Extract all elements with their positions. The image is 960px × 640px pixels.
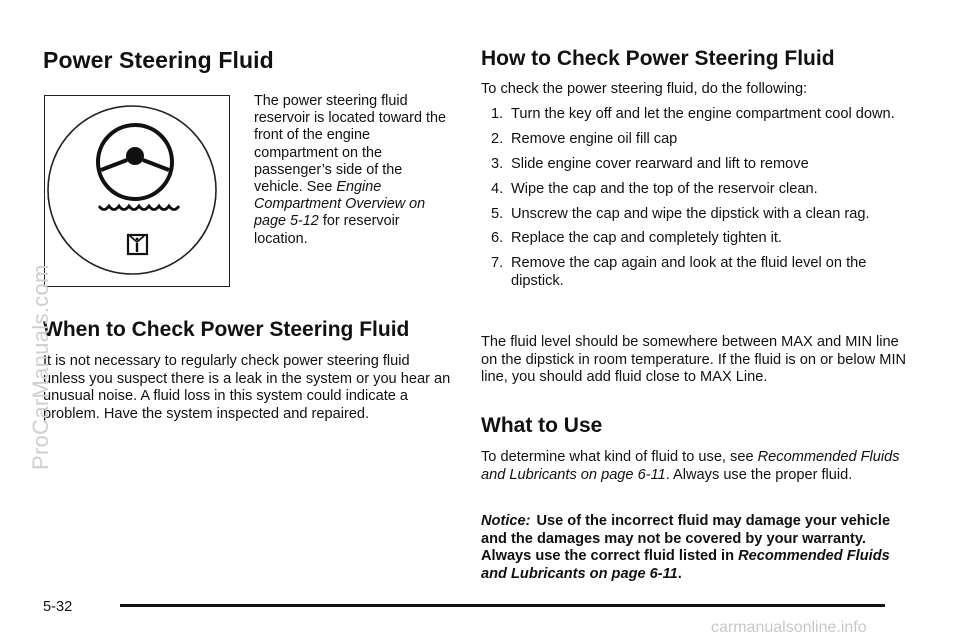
step-number: 1. (491, 106, 504, 122)
section-title-power-steering-fluid: Power Steering Fluid (43, 47, 274, 73)
step-text: Unscrew the cap and wipe the dipstick with a clean rag. (511, 205, 870, 222)
notice-label: Notice: (481, 513, 531, 529)
list-item (481, 131, 911, 149)
step-text: Replace the cap and completely tighten it. (511, 230, 782, 247)
reservoir-cap-illustration (44, 95, 230, 287)
what-to-use-paragraph (481, 449, 911, 484)
intro-text-end: for reservoir location. (254, 213, 400, 247)
engine-compartment-reference-link[interactable]: Engine Compartment Overview on page 5-12 (254, 179, 426, 230)
section-title-what-to-use: What to Use (481, 414, 603, 437)
step-number: 6. (491, 230, 504, 247)
step-number: 2. (491, 130, 504, 147)
watermark-bottom: carmanualsonline.info (711, 619, 867, 636)
how-to-check-intro: To check the power steering fluid, do the following: (481, 81, 808, 97)
watermark-side: ProCarManuals.com (28, 264, 53, 470)
list-item (481, 106, 911, 124)
notice-text-end: . (677, 565, 682, 582)
list-item (481, 156, 911, 174)
step-text: Remove engine oil fill cap (511, 130, 678, 147)
step-number: 3. (491, 155, 504, 172)
list-item (481, 230, 911, 248)
power-steering-reservoir-cap-icon (45, 96, 228, 285)
step-number: 5. (491, 205, 504, 222)
list-item (481, 181, 911, 199)
intro-text: The power steering fluid reservoir is located toward the front of the engine compartment on the passenger’s side of the vehicle. See (254, 93, 446, 196)
section-title-how-to-check: How to Check Power Steering Fluid (481, 47, 835, 70)
step-number: 4. (491, 180, 504, 197)
step-number: 7. (491, 255, 504, 272)
what-to-use-text-end: . Always use the proper fluid. (665, 466, 853, 483)
step-text: Wipe the cap and the top of the reservoir clean. (511, 180, 818, 197)
step-text: Slide engine cover rearward and lift to remove (511, 155, 809, 172)
check-steps-list (481, 106, 911, 298)
recommended-fluids-reference-link[interactable]: Recommended Fluids and Lubricants on page 6-11 (481, 449, 900, 483)
fluid-level-paragraph: The fluid level should be somewhere between MAX and MIN line on the dipstick in room temperature. If the fluid is on or below MIN line, you should add fluid close to MAX Line. (481, 334, 907, 386)
list-item (481, 255, 911, 290)
step-text: Remove the cap again and look at the fluid level on the dipstick. (511, 255, 867, 289)
section-title-when-to-check: When to Check Power Steering Fluid (43, 318, 410, 341)
step-text: Turn the key off and let the engine compartment cool down. (511, 106, 895, 122)
list-item (481, 206, 911, 224)
what-to-use-text: To determine what kind of fluid to use, see (481, 449, 758, 465)
when-to-check-paragraph: It is not necessary to regularly check power steering fluid unless you suspect there is a leak in the system or you hear an unusual noise. A fluid loss in this system could indicate a problem. Have the system inspected and repaired. (43, 353, 451, 422)
reservoir-location-paragraph (254, 93, 450, 248)
footer-divider (120, 604, 885, 607)
notice-text: Use of the incorrect fluid may damage your vehicle and the damages may not be covered by your warranty. Always use the correct fluid listed in (481, 513, 891, 565)
page-number: 5-32 (43, 599, 73, 615)
notice-recommended-fluids-link[interactable]: Recommended Fluids and Lubricants on page 6-11 (481, 548, 890, 582)
notice-paragraph (481, 513, 901, 583)
